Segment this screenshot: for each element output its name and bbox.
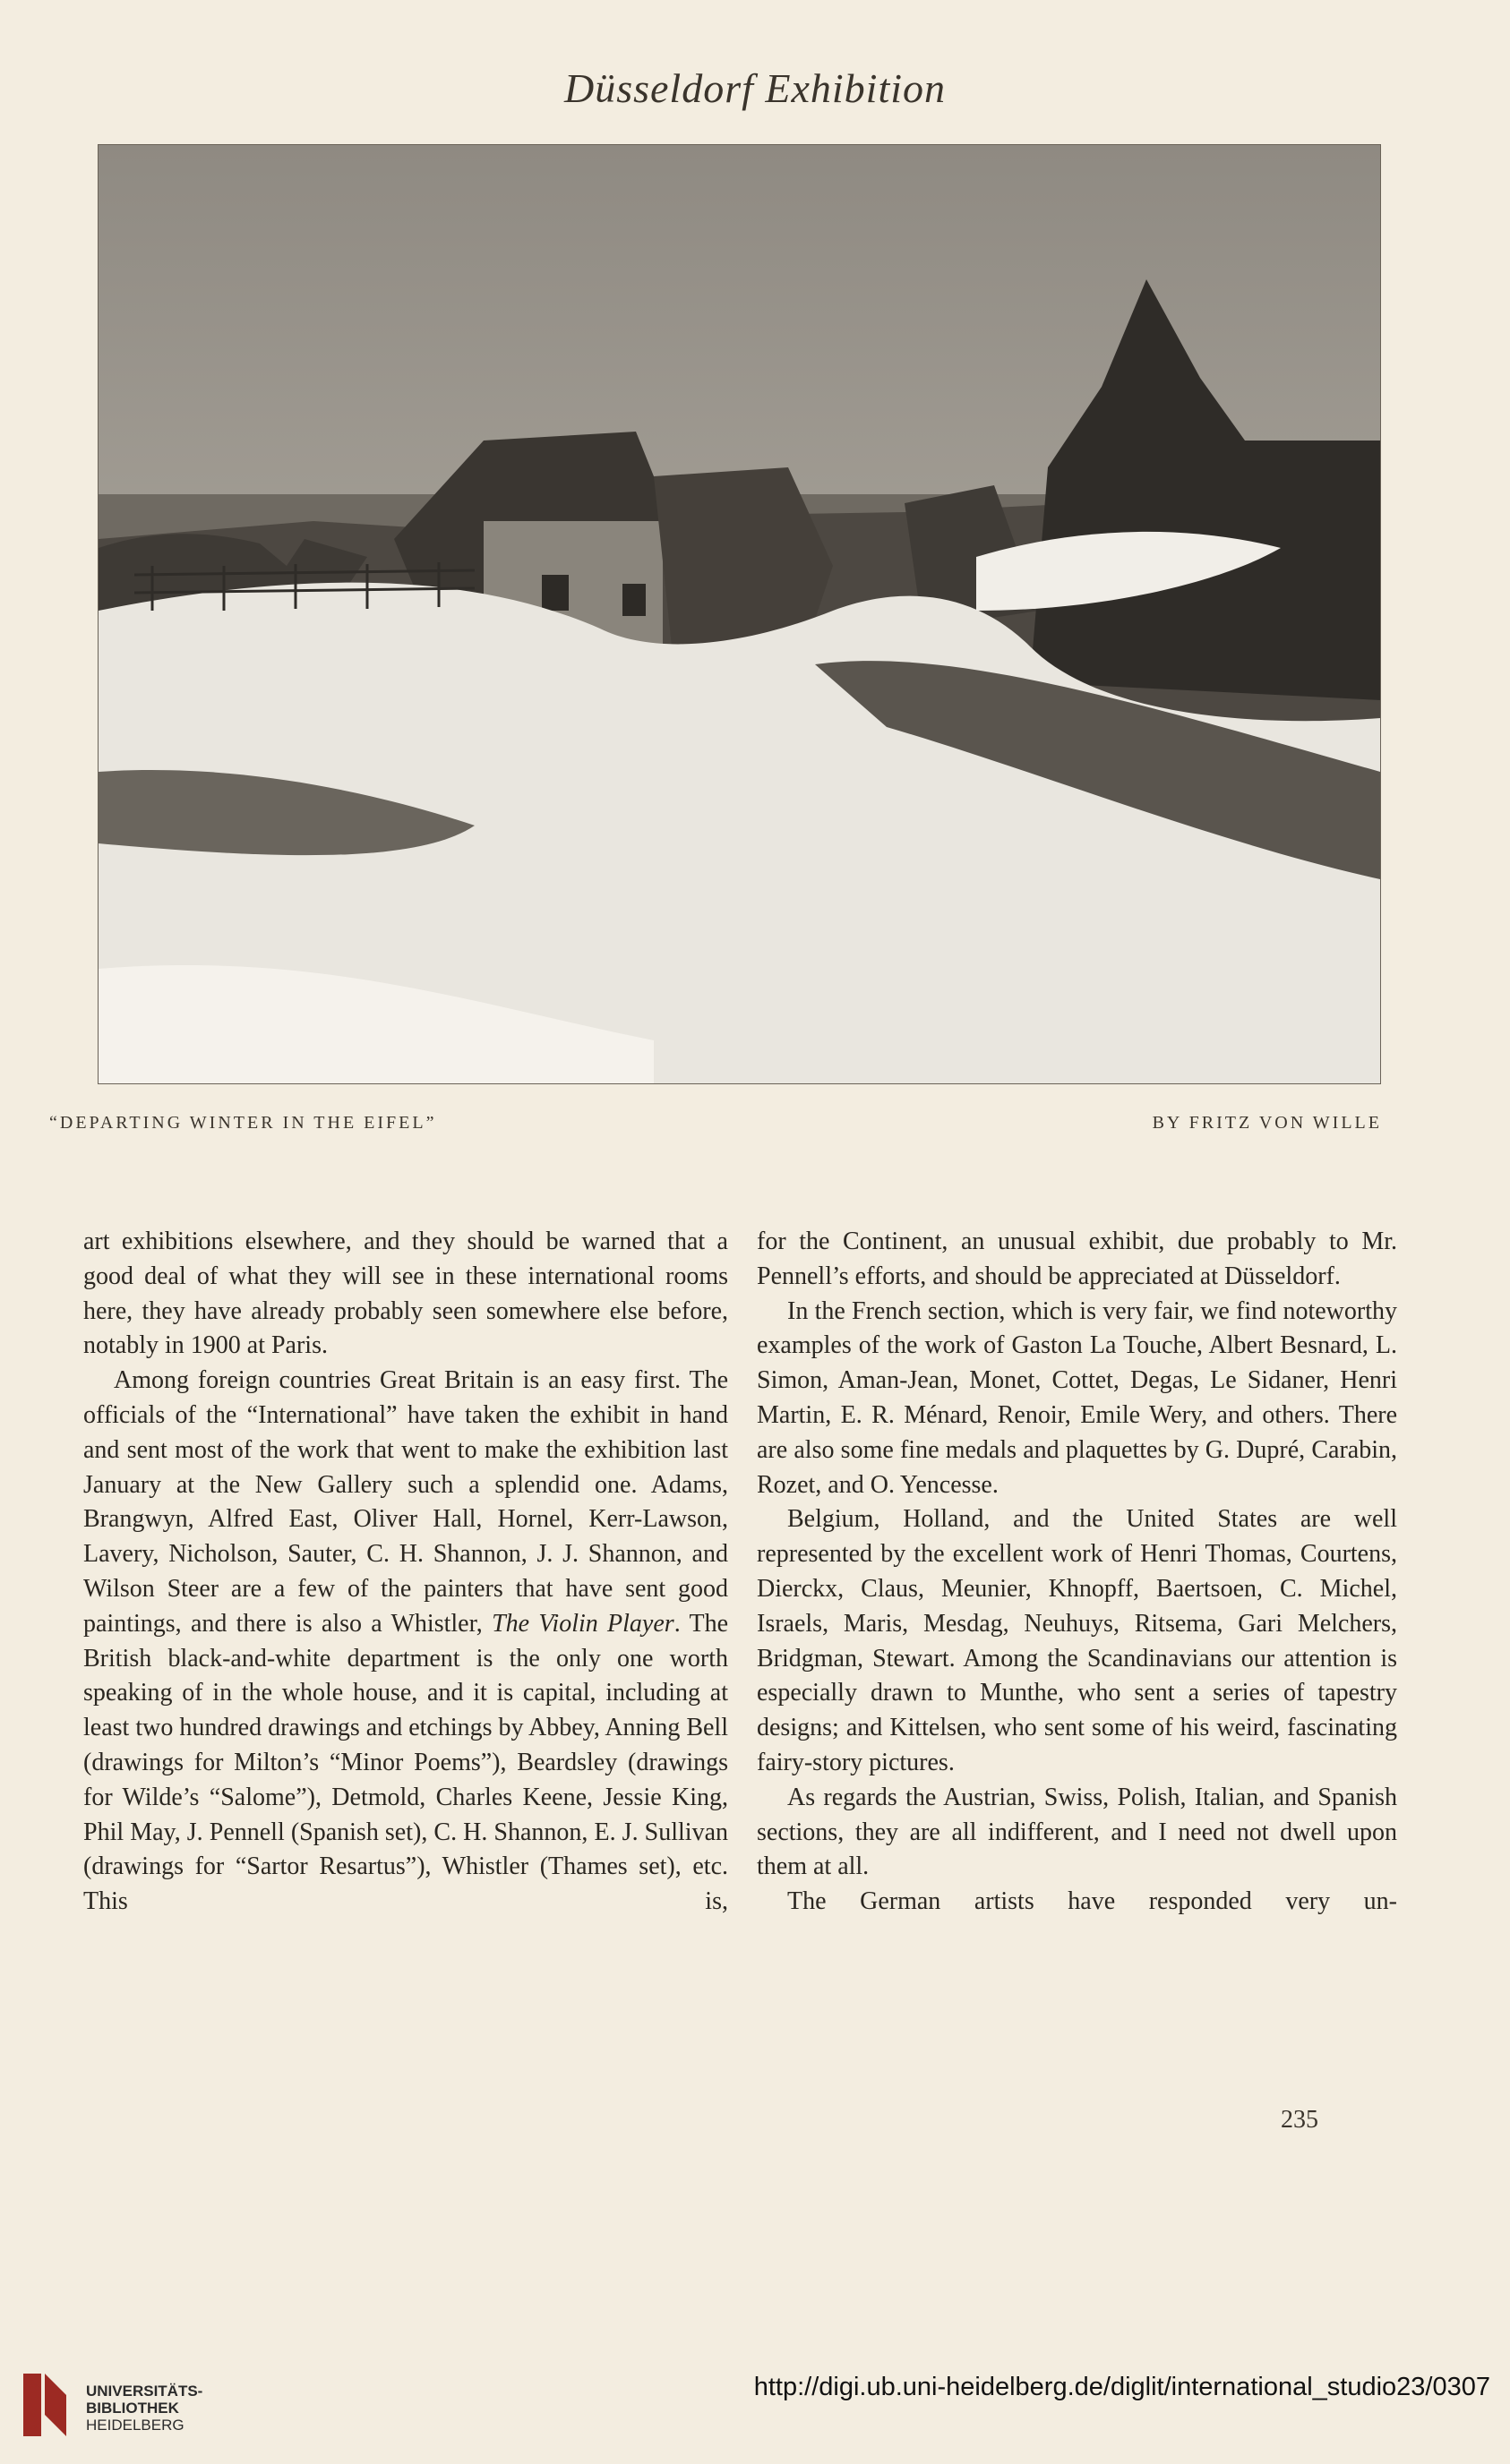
paragraph: Belgium, Holland, and the United States are well represented by the excellent work of Henri Thomas, Courtens, Dierckx, Claus, Meunier, Khnopff, Baertsoen, C. Michel, Israels, Maris, Mesdag, Neuhuys, Ritsema, Gari Melchers, Bridgman, Stewart. Among the Scandinavians our attention is especially drawn to Munthe, who sent a series of tapestry designs; and Kittelsen, who sent some of his weird, fascinating fairy-story pictures. [757, 1505, 1397, 1776]
paragraph: Among foreign countries Great Britain is an easy first. The officials of the “International” have taken the exhibit in hand and sent most of the work that went to make the exhibition last January at the New Gallery such a splendid one. Adams, Brangwyn, Alfred East, Oliver Hall, Hornel, Kerr-Lawson, Lavery, Nicholson, Sauter, C. H. Shannon, J. J. Shannon, and Wilson Steer are a few of the painters that have sent good paintings, and there is also a Whistler, The Violin Player. The British black-and-white department is the only one worth speaking of in the whole house, and it is capital, including at least two hundred drawings and etchings by Abbey, Anning Bell (drawings for Milton’s “Minor Poems”), Beardsley (drawings for Wilde’s “Salome”), Detmold, Charles Keene, Jessie King, Phil May, J. Pennell (Spanish set), C. H. Shannon, E. J. Sullivan (drawings for “Sartor Resartus”), Whistler (Thames set), etc. This is, [83, 1366, 729, 1916]
paragraph: art exhibitions elsewhere, and they should be warned that a good deal of what they will see in these international rooms here, they have already probably seen somewhere else before, notably in 1900 at Paris. [83, 1228, 728, 1360]
page-title: Düsseldorf Exhibition [563, 65, 947, 111]
source-url[interactable]: http://digi.ub.uni-heidelberg.de/diglit/international_studio23/0307 [753, 2373, 1490, 2401]
paragraph: In the French section, which is very fair, we find noteworthy examples of the work of Gaston La Touche, Albert Besnard, L. Simon, Aman-Jean, Monet, Cottet, Degas, Le Sidaner, Henri Martin, E. R. Ménard, Renoir, Emile Wery, and others. There are also some fine medals and plaquettes by G. Dupré, Carabin, Rozet, and O. Yencesse. [757, 1296, 1397, 1499]
library-logo [20, 2368, 253, 2449]
plate-image [98, 144, 1381, 1084]
paragraph: The German artists have responded very un- [787, 1887, 1397, 1916]
library-logo-icon [20, 2368, 70, 2440]
left-column [83, 1225, 728, 1920]
plate-caption-artist: BY FRITZ VON WILLE [1152, 1113, 1382, 1133]
paragraph: for the Continent, an unusual exhibit, due probably to Mr. Pennell’s efforts, and should be appreciated at Düsseldorf. [757, 1228, 1397, 1290]
paragraph: As regards the Austrian, Swiss, Polish, Italian, and Spanish sections, they are all indifferent, and I need not dwell upon them at all. [757, 1783, 1397, 1881]
right-column [757, 1225, 1397, 1920]
italic-title: The Violin Player [492, 1609, 674, 1638]
page-number: 235 [1281, 2106, 1318, 2134]
plate-caption-title: “DEPARTING WINTER IN THE EIFEL” [49, 1113, 437, 1133]
winter-landscape-illustration [99, 145, 1380, 1083]
library-logo-text: UNIVERSITÄTS- BIBLIOTHEK HEIDELBERG [86, 2383, 203, 2434]
